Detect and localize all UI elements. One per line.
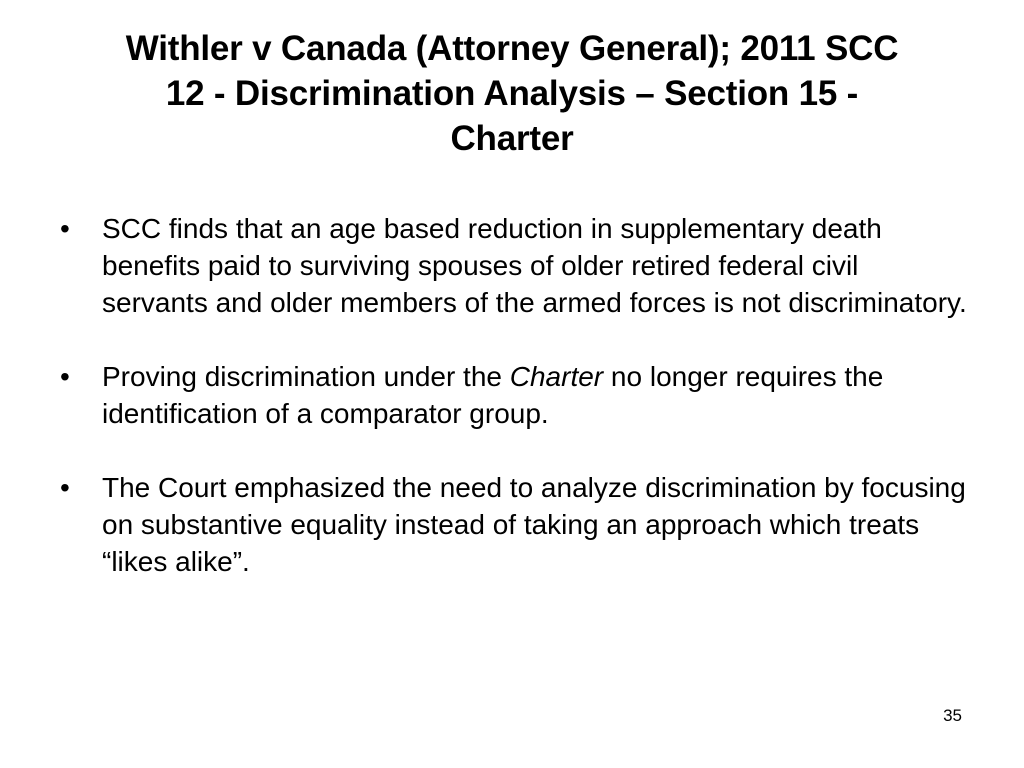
bullet-text: SCC finds that an age based reduction in supplementary death benefits paid to surviving spouses of older retired federal civil servants and older members of the armed forces is not discriminatory.	[102, 213, 967, 318]
bullet-text: The Court emphasized the need to analyze discrimination by focusing on substantive equality instead of taking an approach which treats “likes alike”.	[102, 472, 966, 577]
bullet-list	[60, 210, 970, 617]
bullet-item	[60, 358, 970, 432]
bullet-icon	[60, 358, 90, 395]
page-number: 35	[943, 706, 962, 725]
slide-title: Withler v Canada (Attorney General); 2011 SCC 12 - Discrimination Analysis – Section 15 - Charter	[125, 29, 899, 158]
bullet-icon	[60, 210, 90, 247]
bullet-text-before: Proving discrimination under the	[102, 361, 510, 392]
bullet-item	[60, 469, 970, 580]
bullet-text-italic: Charter	[509, 361, 604, 392]
bullet-icon	[60, 469, 90, 506]
bullet-text-after: no longer requires the identification of a comparator group.	[102, 361, 884, 429]
bullet-item	[60, 210, 970, 321]
